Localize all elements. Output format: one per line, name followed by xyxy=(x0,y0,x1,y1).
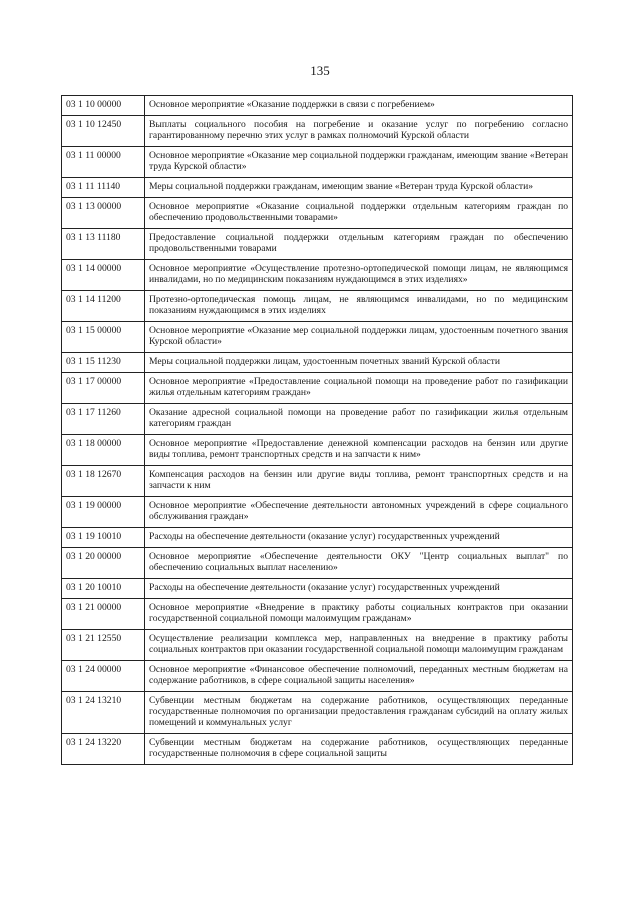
row-code: 03 1 10 00000 xyxy=(62,96,145,116)
row-description: Субвенции местным бюджетам на содержание работников, осуществляющих переданные государственные полномочия по организации предоставления гражданам субсидий на оплату жилых помещений и коммунальных услуг xyxy=(145,692,573,734)
table-row xyxy=(62,404,573,435)
row-description: Расходы на обеспечение деятельности (оказание услуг) государственных учреждений xyxy=(145,579,573,599)
row-description: Основное мероприятие «Оказание социальной поддержки отдельным категориям граждан по обеспечению продовольственными товарами» xyxy=(145,198,573,229)
row-code: 03 1 14 00000 xyxy=(62,260,145,291)
row-description: Основное мероприятие «Оказание поддержки в связи с погребением» xyxy=(145,96,573,116)
table-row xyxy=(62,661,573,692)
table-row xyxy=(62,528,573,548)
table-row xyxy=(62,260,573,291)
row-description: Предоставление социальной поддержки отдельным категориям граждан по обеспечению продовольственными товарами xyxy=(145,229,573,260)
table-row xyxy=(62,96,573,116)
row-description: Основное мероприятие «Оказание мер социальной поддержки гражданам, имеющим звание «Ветеран труда Курской области» xyxy=(145,147,573,178)
row-code: 03 1 13 00000 xyxy=(62,198,145,229)
row-description: Основное мероприятие «Финансовое обеспечение полномочий, переданных местным бюджетам на содержание работников, в сфере социальной защиты населения» xyxy=(145,661,573,692)
table-row xyxy=(62,178,573,198)
row-description: Субвенции местным бюджетам на содержание работников, осуществляющих переданные государственные полномочия в сфере социальной защиты xyxy=(145,734,573,765)
table-row xyxy=(62,497,573,528)
table-row xyxy=(62,116,573,147)
row-code: 03 1 18 12670 xyxy=(62,466,145,497)
row-code: 03 1 21 00000 xyxy=(62,599,145,630)
row-code: 03 1 14 11200 xyxy=(62,291,145,322)
row-code: 03 1 20 00000 xyxy=(62,548,145,579)
budget-code-table xyxy=(61,95,573,765)
row-code: 03 1 19 10010 xyxy=(62,528,145,548)
table-row xyxy=(62,322,573,353)
row-code: 03 1 15 00000 xyxy=(62,322,145,353)
row-description: Основное мероприятие «Оказание мер социальной поддержки лицам, удостоенным почетного звания Курской области» xyxy=(145,322,573,353)
page-number: 135 xyxy=(310,63,330,78)
row-description: Расходы на обеспечение деятельности (оказание услуг) государственных учреждений xyxy=(145,528,573,548)
row-code: 03 1 24 13210 xyxy=(62,692,145,734)
row-description: Меры социальной поддержки гражданам, имеющим звание «Ветеран труда Курской области» xyxy=(145,178,573,198)
table-row xyxy=(62,229,573,260)
table-row xyxy=(62,291,573,322)
row-description: Основное мероприятие «Предоставление денежной компенсации расходов на бензин или другие виды топлива, ремонт транспортных средств и на запчасти к ним» xyxy=(145,435,573,466)
table-row xyxy=(62,198,573,229)
table-row xyxy=(62,599,573,630)
table-row xyxy=(62,435,573,466)
row-code: 03 1 10 12450 xyxy=(62,116,145,147)
row-description: Протезно-ортопедическая помощь лицам, не являющимся инвалидами, но по медицинским показаниям нуждающимся в этих изделиях xyxy=(145,291,573,322)
table-row xyxy=(62,579,573,599)
table-row xyxy=(62,353,573,373)
row-code: 03 1 13 11180 xyxy=(62,229,145,260)
table-row xyxy=(62,147,573,178)
row-code: 03 1 17 00000 xyxy=(62,373,145,404)
row-description: Основное мероприятие «Внедрение в практику работы социальных контрактов при оказании государственной социальной помощи малоимущим гражданам» xyxy=(145,599,573,630)
row-description: Основное мероприятие «Обеспечение деятельности автономных учреждений в сфере социального обслуживания граждан» xyxy=(145,497,573,528)
row-description: Меры социальной поддержки лицам, удостоенным почетных званий Курской области xyxy=(145,353,573,373)
row-description: Основное мероприятие «Обеспечение деятельности ОКУ "Центр социальных выплат" по обеспечению социальных выплат населению» xyxy=(145,548,573,579)
table-row xyxy=(62,466,573,497)
row-code: 03 1 20 10010 xyxy=(62,579,145,599)
table-body xyxy=(62,96,573,765)
row-code: 03 1 15 11230 xyxy=(62,353,145,373)
row-description: Оказание адресной социальной помощи на проведение работ по газификации жилья отдельным категориям граждан xyxy=(145,404,573,435)
row-code: 03 1 17 11260 xyxy=(62,404,145,435)
table-row xyxy=(62,692,573,734)
row-description: Осуществление реализации комплекса мер, направленных на внедрение в практику работы социальных контрактов при оказании государственной социальной помощи малоимущим гражданам xyxy=(145,630,573,661)
table-row xyxy=(62,373,573,404)
row-code: 03 1 11 11140 xyxy=(62,178,145,198)
table-row xyxy=(62,630,573,661)
row-code: 03 1 18 00000 xyxy=(62,435,145,466)
row-code: 03 1 24 00000 xyxy=(62,661,145,692)
table-row xyxy=(62,734,573,765)
row-code: 03 1 21 12550 xyxy=(62,630,145,661)
row-description: Компенсация расходов на бензин или другие виды топлива, ремонт транспортных средств и на запчасти к ним xyxy=(145,466,573,497)
row-description: Основное мероприятие «Осуществление протезно-ортопедической помощи лицам, не являющимся инвалидами, но по медицинским показаниям нуждающимся в этих изделиях» xyxy=(145,260,573,291)
table-row xyxy=(62,548,573,579)
row-code: 03 1 24 13220 xyxy=(62,734,145,765)
row-description: Выплаты социального пособия на погребение и оказание услуг по погребению согласно гарантированному перечню этих услуг в рамках полномочий Курской области xyxy=(145,116,573,147)
row-description: Основное мероприятие «Предоставление социальной помощи на проведение работ по газификации жилья отдельным категориям граждан» xyxy=(145,373,573,404)
row-code: 03 1 19 00000 xyxy=(62,497,145,528)
row-code: 03 1 11 00000 xyxy=(62,147,145,178)
